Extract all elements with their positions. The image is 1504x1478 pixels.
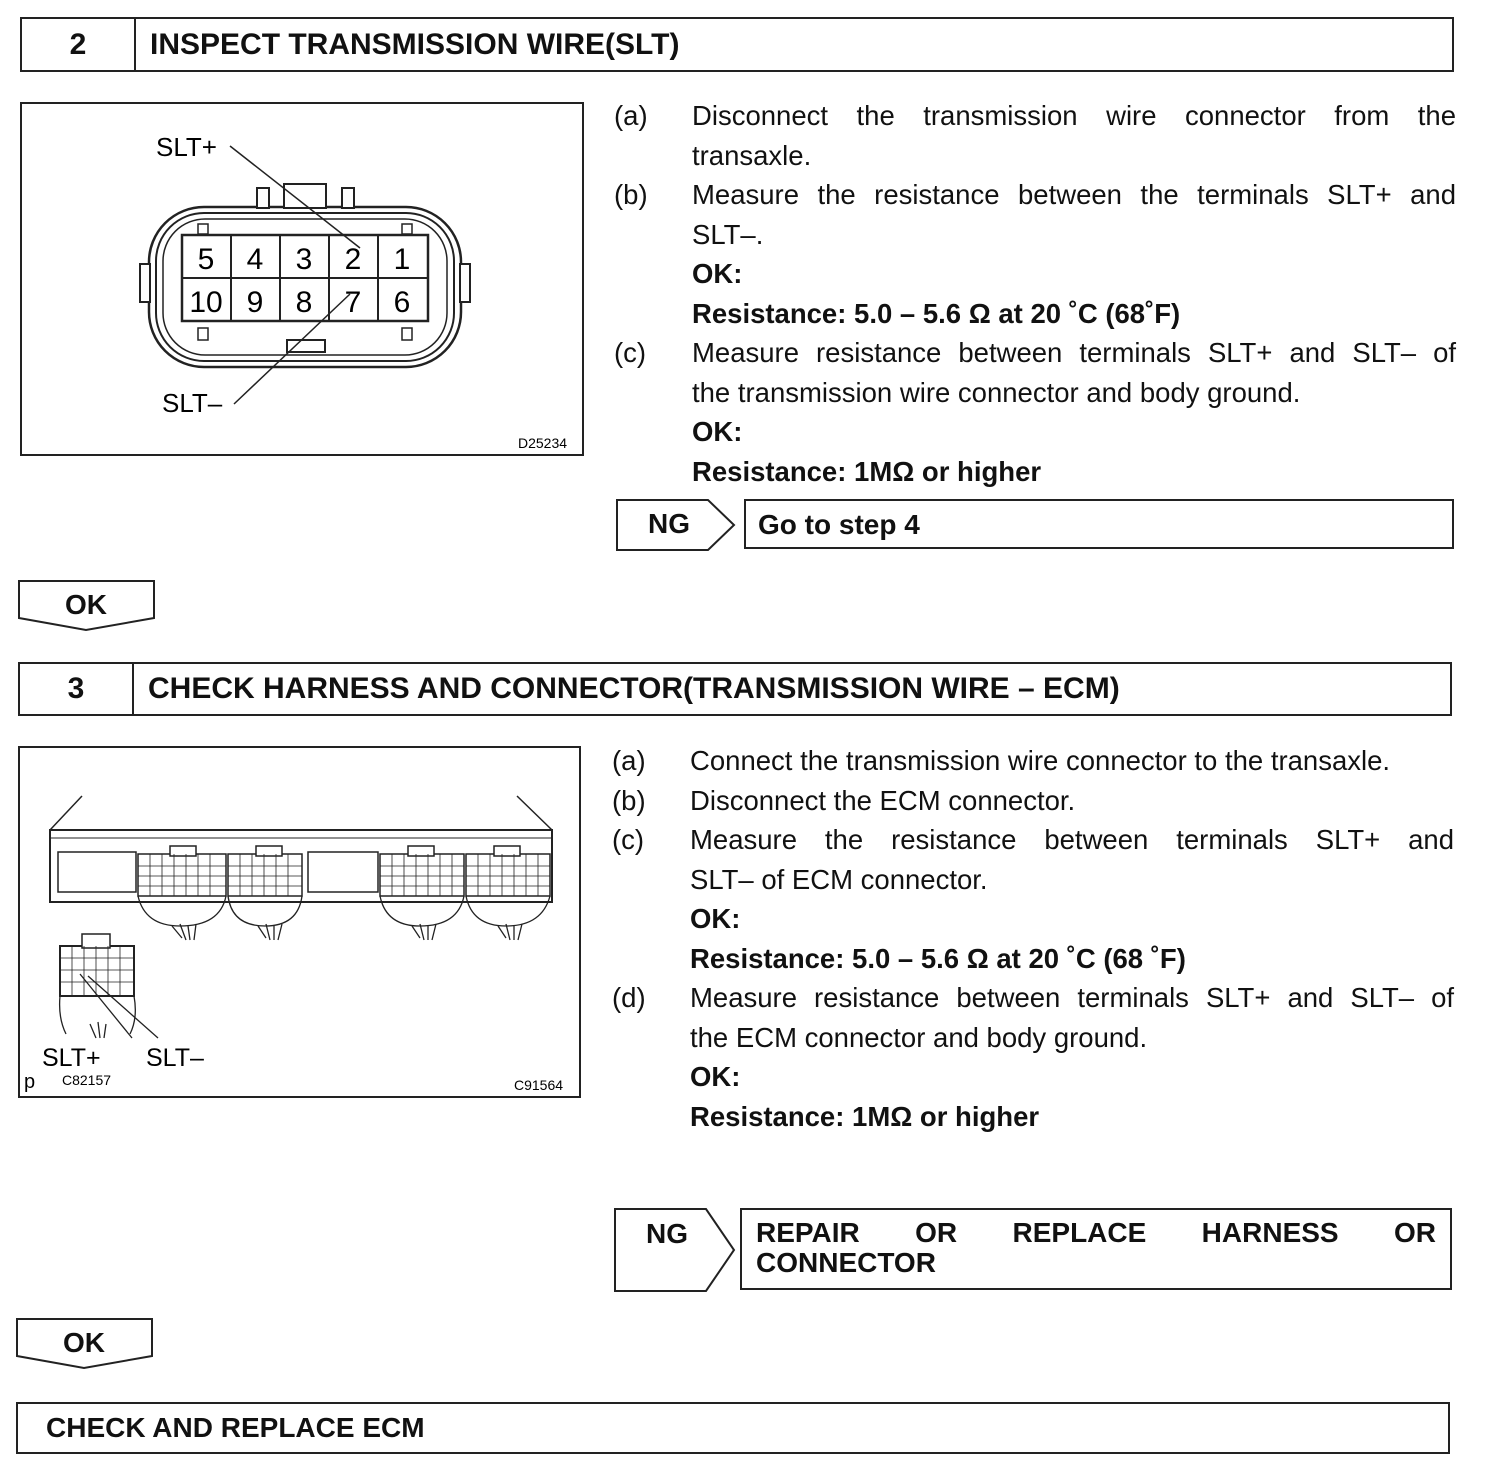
ng-label: NG [646, 1218, 688, 1249]
step-3-ok-button[interactable] [16, 1318, 156, 1370]
ng-action-line-1: REPAIR OR REPLACE HARNESS OR [756, 1217, 1436, 1248]
step-3-item-d [612, 978, 1454, 1057]
step-3-title: CHECK HARNESS AND CONNECTOR(TRANSMISSION WIRE – ECM) [148, 672, 1120, 705]
step-2-title: INSPECT TRANSMISSION WIRE(SLT) [150, 27, 680, 61]
final-action-box [16, 1402, 1450, 1454]
resistance-spec: Resistance: 1MΩ or higher [690, 1100, 1040, 1132]
figure-code-left: C82157 [62, 1072, 112, 1088]
item-text-line-2: SLT–. [692, 218, 764, 250]
resistance-spec: Resistance: 5.0 – 5.6 Ω at 20 ˚C (68˚F) [692, 297, 1181, 329]
ng-action [740, 1208, 1452, 1290]
ok-label: OK: [690, 903, 741, 934]
ok-label: OK [63, 1327, 105, 1358]
final-action-title: CHECK AND REPLACE ECM [46, 1412, 425, 1443]
item-text-line-2: the transmission wire connector and body ground. [692, 376, 1301, 408]
figure-code: D25234 [518, 435, 568, 451]
item-label: (c) [614, 337, 647, 368]
item-text: Disconnect the ECM connector. [690, 784, 1076, 816]
step-2-header [20, 17, 1454, 72]
step-2-ok-button[interactable] [18, 580, 158, 632]
step-3-figure-ecm [18, 746, 581, 1098]
item-text-line-2: the ECM connector and body ground. [690, 1021, 1148, 1053]
slt-minus-label: SLT– [146, 1044, 204, 1072]
pin-3: 3 [295, 243, 313, 276]
step-2-ng-branch[interactable] [616, 499, 1456, 551]
step-3-item-b [612, 781, 1454, 821]
pin-7: 7 [344, 286, 362, 319]
step-2-instructions [614, 96, 1456, 491]
ok-label: OK: [692, 258, 743, 289]
step-2-item-a [614, 96, 1456, 175]
resistance-spec: Resistance: 1MΩ or higher [692, 455, 1042, 487]
pin-8: 8 [295, 286, 313, 319]
resistance-spec: Resistance: 5.0 – 5.6 Ω at 20 ˚C (68 ˚F) [690, 942, 1186, 974]
ok-label: OK [65, 589, 107, 620]
item-label: (a) [614, 100, 648, 131]
item-label: (c) [612, 824, 645, 855]
step-3-number: 3 [20, 664, 134, 714]
item-label: (b) [614, 179, 648, 210]
ecm-connector-diagram [20, 748, 579, 1096]
transmission-connector-diagram [22, 104, 582, 454]
figure-prefix: p [24, 1071, 36, 1093]
ng-label: NG [648, 508, 690, 539]
item-text-line-1: Measure resistance between terminals SLT+ and SLT– of [692, 337, 1456, 368]
ok-label: OK: [692, 416, 743, 447]
item-text-line-1: Disconnect the transmission wire connector from the [692, 100, 1456, 131]
pin-1: 1 [393, 243, 411, 276]
figure-code-right: C91564 [514, 1077, 564, 1093]
slt-plus-label: SLT+ [156, 132, 217, 162]
item-text: Connect the transmission wire connector to the transaxle. [690, 745, 1391, 776]
step-3-instructions [612, 741, 1454, 1136]
step-3-header [18, 662, 1452, 716]
pin-10: 10 [189, 286, 223, 319]
pin-4: 4 [246, 243, 264, 276]
item-text-line-1: Measure the resistance between the terminals SLT+ and [692, 179, 1456, 210]
item-label: (b) [612, 784, 646, 816]
step-3-item-c [612, 820, 1454, 899]
pin-9: 9 [246, 286, 264, 319]
step-2-item-b [614, 175, 1456, 254]
item-text-line-1: Measure the resistance between terminals SLT+ and [690, 824, 1454, 855]
ng-action: Go to step 4 [744, 499, 1454, 549]
ng-action-line-2: CONNECTOR [756, 1247, 936, 1278]
pin-2: 2 [344, 243, 362, 276]
step-3-ng-branch[interactable] [614, 1208, 1454, 1292]
item-text-line-2: transaxle. [692, 139, 812, 171]
step-3-item-a [612, 741, 1454, 781]
item-label: (a) [612, 745, 646, 776]
item-text-line-1: Measure resistance between terminals SLT+ and SLT– of [690, 982, 1454, 1013]
ok-label: OK: [690, 1061, 741, 1092]
slt-plus-label: SLT+ [42, 1044, 101, 1072]
item-label: (d) [612, 982, 646, 1013]
slt-minus-label: SLT– [162, 388, 223, 418]
step-2-item-c [614, 333, 1456, 412]
step-2-figure-connector [20, 102, 584, 456]
step-2-number: 2 [22, 19, 136, 70]
item-text-line-2: SLT– of ECM connector. [690, 863, 988, 895]
pin-5: 5 [197, 243, 215, 276]
pin-6: 6 [393, 286, 411, 319]
